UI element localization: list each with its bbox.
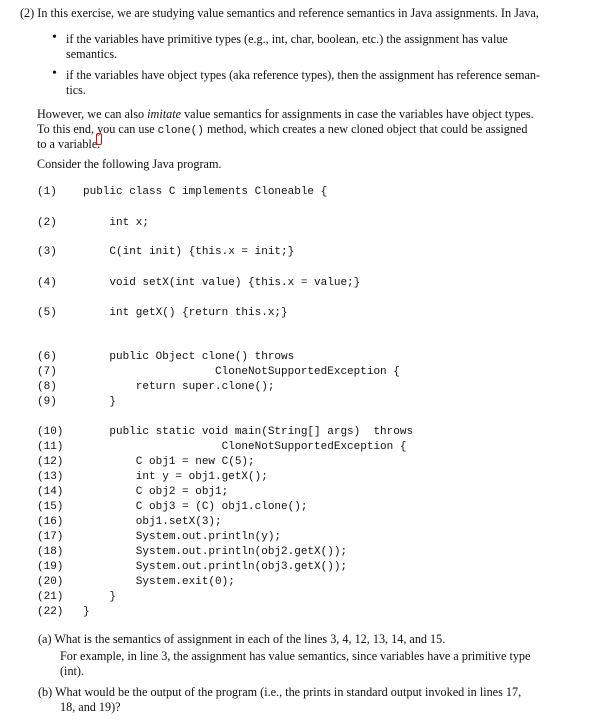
line-number: (6) bbox=[37, 351, 57, 363]
code-line: CloneNotSupportedException { bbox=[83, 366, 400, 378]
inline-code-clone: clone() bbox=[157, 125, 204, 137]
code-line: public class C implements Cloneable { bbox=[83, 186, 328, 198]
code-line: int x; bbox=[83, 217, 150, 229]
line-number: (13) bbox=[37, 471, 64, 483]
bullet-2-line-2: tics. bbox=[66, 83, 86, 97]
code-line: } bbox=[83, 396, 117, 408]
code-line: obj1.setX(3); bbox=[83, 516, 222, 528]
code-line: public static void main(String[] args) throws bbox=[83, 426, 414, 438]
line-number: (4) bbox=[37, 277, 57, 289]
paragraph-text: method, which creates a new cloned object that could be assigned bbox=[203, 122, 528, 136]
code-line: public Object clone() throws bbox=[83, 351, 295, 363]
bullet-marker: • bbox=[52, 30, 57, 45]
code-line: System.exit(0); bbox=[83, 576, 235, 588]
line-number: (7) bbox=[37, 366, 57, 378]
line-number: (5) bbox=[37, 307, 57, 319]
code-line: return super.clone(); bbox=[83, 381, 275, 393]
line-number: (15) bbox=[37, 501, 64, 513]
code-line: int y = obj1.getX(); bbox=[83, 471, 268, 483]
line-number: (9) bbox=[37, 396, 57, 408]
code-line: C(int init) {this.x = init;} bbox=[83, 246, 295, 258]
code-line: void setX(int value) {this.x = value;} bbox=[83, 277, 361, 289]
code-line: int getX() {return this.x;} bbox=[83, 307, 288, 319]
line-number: (18) bbox=[37, 546, 64, 558]
line-number: (19) bbox=[37, 561, 64, 573]
line-number: (16) bbox=[37, 516, 64, 528]
line-number: (20) bbox=[37, 576, 64, 588]
line-number: (11) bbox=[37, 441, 64, 453]
paragraph-line-3: to a variable. bbox=[37, 137, 101, 151]
question-b-line-1: (b) What would be the output of the program (i.e., the prints in standard output invoked in lines 17, bbox=[38, 685, 522, 699]
code-line: C obj1 = new C(5); bbox=[83, 456, 255, 468]
line-number: (21) bbox=[37, 591, 64, 603]
line-number: (10) bbox=[37, 426, 64, 438]
code-line: System.out.println(obj3.getX()); bbox=[83, 561, 348, 573]
bullet-2-line-1: if the variables have object types (aka reference types), then the assignment has reference seman- bbox=[66, 68, 541, 82]
code-line: } bbox=[83, 606, 90, 618]
line-number: (17) bbox=[37, 531, 64, 543]
line-number: (1) bbox=[37, 186, 57, 198]
bullet-marker: • bbox=[52, 66, 57, 81]
code-line: C obj3 = (C) obj1.clone(); bbox=[83, 501, 308, 513]
bullet-1-line-2: semantics. bbox=[66, 47, 118, 61]
bullet-1-line-1: if the variables have primitive types (e.g., int, char, boolean, etc.) the assignment has value bbox=[66, 32, 508, 46]
question-b-line-2: 18, and 19)? bbox=[60, 700, 121, 714]
line-number: (14) bbox=[37, 486, 64, 498]
code-line: C obj2 = obj1; bbox=[83, 486, 229, 498]
line-number: (8) bbox=[37, 381, 57, 393]
line-number: (22) bbox=[37, 606, 64, 618]
line-number: (3) bbox=[37, 246, 57, 258]
question-a-line-2: For example, in line 3, the assignment has value semantics, since variables have a primitive type bbox=[60, 649, 531, 663]
line-number: (2) bbox=[37, 217, 57, 229]
question-a-line-1: (a) What is the semantics of assignment in each of the lines 3, 4, 12, 13, 14, and 15. bbox=[38, 632, 446, 646]
text-cursor-icon bbox=[96, 133, 102, 145]
emphasis-imitate: imitate bbox=[147, 107, 182, 121]
code-line: CloneNotSupportedException { bbox=[83, 441, 407, 453]
paragraph-line-1 bbox=[37, 107, 562, 122]
line-number: (12) bbox=[37, 456, 64, 468]
code-line: System.out.println(obj2.getX()); bbox=[83, 546, 348, 558]
paragraph-text: value semantics for assignments in case the variables have object types. bbox=[181, 107, 534, 121]
code-line: System.out.println(y); bbox=[83, 531, 282, 543]
question-a-line-3: (int). bbox=[60, 664, 85, 678]
code-line: } bbox=[83, 591, 117, 603]
consider-text: Consider the following Java program. bbox=[37, 157, 222, 171]
exercise-intro: (2) In this exercise, we are studying value semantics and reference semantics in Java assignments. In Java, bbox=[20, 6, 539, 20]
paragraph-text: To this end, you can use bbox=[37, 122, 158, 136]
paragraph-text: However, we can also bbox=[37, 107, 148, 121]
